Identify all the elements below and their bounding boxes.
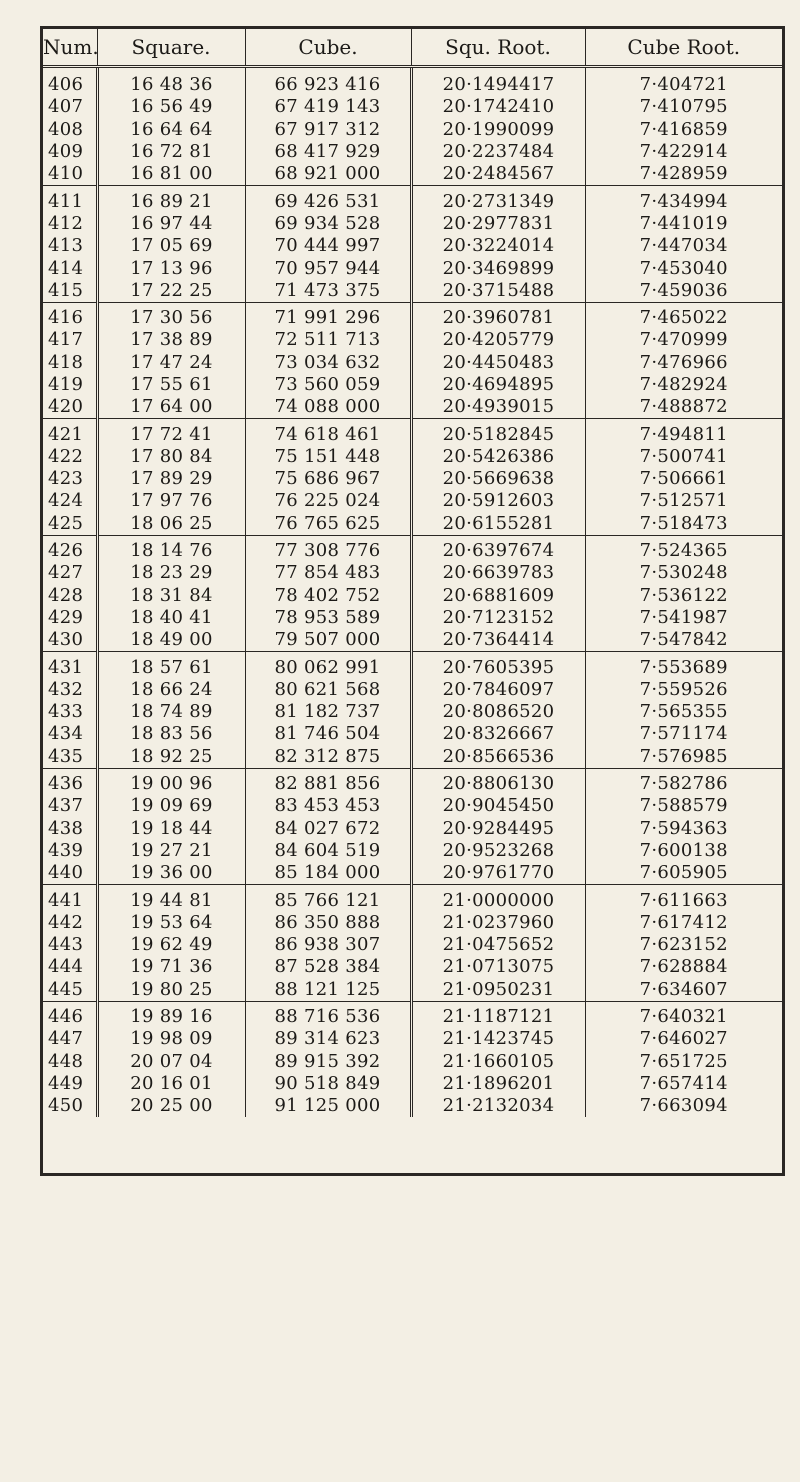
cube-cell: 78 953 589 [245, 607, 411, 629]
cube-root-cell: 7·559526 [639, 678, 728, 700]
cube-cell: 90 518 849 [245, 1073, 411, 1095]
num-cell: 448 [43, 1050, 97, 1072]
num-cell: 437 [43, 795, 97, 817]
squ-root-cell: 20·6881609 [411, 585, 585, 607]
num-cell: 410 [43, 163, 97, 186]
squ-root-cell: 20·9284495 [411, 818, 585, 840]
num-cell: 433 [43, 701, 97, 723]
num-cell: 430 [43, 629, 97, 652]
cube-cell: 68 921 000 [245, 163, 411, 186]
num-cell: 426 [43, 535, 97, 562]
cube-root-cell: 7·565355 [639, 701, 728, 723]
num-cell: 450 [43, 1095, 97, 1117]
cube-cell: 74 088 000 [245, 396, 411, 419]
cube-cell: 76 765 625 [245, 513, 411, 536]
num-cell: 408 [43, 119, 97, 141]
table-row [43, 302, 782, 329]
num-cell: 411 [43, 186, 97, 213]
table [43, 29, 782, 1117]
cube-root-cell: 7·553689 [639, 656, 728, 678]
cube-root-cell: 7·571174 [639, 723, 728, 745]
square-cell: 18 40 41 [97, 607, 245, 629]
cube-root-cell: 7·547842 [585, 629, 782, 652]
square-cell: 18 49 00 [97, 629, 245, 652]
cube-cell: 82 881 856 [245, 768, 411, 795]
table-row [43, 329, 782, 351]
cube-root-cell: 7·518473 [585, 513, 782, 536]
cube-cell: 82 312 875 [245, 746, 411, 769]
squ-root-cell: 21·0237960 [411, 912, 585, 934]
squ-root-cell: 20·2237484 [411, 141, 585, 163]
cube-root-cell: 7·646027 [639, 1028, 728, 1050]
num-cell: 412 [43, 213, 97, 235]
squ-root-cell: 21·1423745 [411, 1028, 585, 1050]
table-row [43, 1073, 782, 1095]
cube-cell: 84 604 519 [245, 840, 411, 862]
squ-root-cell: 20·8326667 [411, 723, 585, 745]
squ-root-cell: 20·8566536 [411, 746, 585, 769]
num-cell: 443 [43, 934, 97, 956]
squ-root-cell: 20·5669638 [411, 468, 585, 490]
squ-root-cell: 20·6397674 [411, 535, 585, 562]
cube-root-cell: 7·600138 [639, 839, 728, 861]
square-cell: 19 00 96 [97, 768, 245, 795]
cube-root-cell: 7·476966 [639, 351, 728, 373]
square-cell: 19 27 21 [97, 840, 245, 862]
num-cell: 438 [43, 818, 97, 840]
square-cell: 20 16 01 [97, 1073, 245, 1095]
header-num: Num. [43, 29, 97, 67]
table-row [43, 795, 782, 817]
squ-root-cell: 20·5182845 [411, 419, 585, 446]
squ-root-cell: 20·3715488 [411, 280, 585, 303]
num-cell: 421 [43, 419, 97, 446]
cube-cell: 86 350 888 [245, 912, 411, 934]
table-row [43, 934, 782, 956]
num-cell: 419 [43, 374, 97, 396]
squ-root-cell: 20·9761770 [411, 862, 585, 885]
table-row [43, 213, 782, 235]
square-cell: 18 23 29 [97, 562, 245, 584]
squ-root-cell: 20·1742410 [411, 96, 585, 118]
num-cell: 441 [43, 885, 97, 912]
cube-cell: 75 686 967 [245, 468, 411, 490]
table-row [43, 1095, 782, 1117]
table-row [43, 374, 782, 396]
cube-root-cell: 7·506661 [639, 468, 728, 490]
cube-cell: 84 027 672 [245, 818, 411, 840]
square-cell: 19 09 69 [97, 795, 245, 817]
table-row [43, 723, 782, 745]
table-row [43, 652, 782, 679]
squ-root-cell: 20·9045450 [411, 795, 585, 817]
num-cell: 425 [43, 513, 97, 536]
square-cell: 18 66 24 [97, 679, 245, 701]
table-row [43, 141, 782, 163]
cube-cell: 85 184 000 [245, 862, 411, 885]
table-row [43, 280, 782, 303]
cube-cell: 69 426 531 [245, 186, 411, 213]
cube-cell: 77 308 776 [245, 535, 411, 562]
squ-root-cell: 20·9523268 [411, 840, 585, 862]
cube-root-cell: 7·459036 [585, 280, 782, 303]
squ-root-cell: 21·2132034 [411, 1095, 585, 1117]
squ-root-cell: 20·3960781 [411, 302, 585, 329]
cube-root-cell: 7·663094 [639, 1095, 728, 1117]
num-cell: 423 [43, 468, 97, 490]
cube-root-cell: 7·482924 [639, 374, 728, 395]
table-row [43, 513, 782, 536]
square-cell: 18 14 76 [97, 535, 245, 562]
squ-root-cell: 21·1187121 [411, 1001, 585, 1028]
square-cell: 18 06 25 [97, 513, 245, 536]
num-cell: 440 [43, 862, 97, 885]
squ-root-cell: 21·0950231 [411, 979, 585, 1002]
num-cell: 406 [43, 67, 97, 97]
squ-root-cell: 20·8086520 [411, 701, 585, 723]
table-row [43, 607, 782, 629]
square-cell: 19 80 25 [97, 979, 245, 1002]
cube-root-cell: 7·594363 [639, 817, 728, 839]
squ-root-cell: 20·1990099 [411, 119, 585, 141]
squ-root-cell: 20·6155281 [411, 513, 585, 536]
cube-cell: 81 182 737 [245, 701, 411, 723]
square-cell: 19 53 64 [97, 912, 245, 934]
num-cell: 432 [43, 679, 97, 701]
square-cell: 17 05 69 [97, 235, 245, 257]
num-cell: 407 [43, 96, 97, 118]
cube-root-cell: 7·512571 [639, 490, 728, 512]
table-row [43, 746, 782, 769]
cube-cell: 89 915 392 [245, 1050, 411, 1072]
cube-root-cell: 7·453040 [639, 257, 728, 279]
table-row [43, 679, 782, 701]
num-cell: 420 [43, 396, 97, 419]
cube-cell: 87 528 384 [245, 956, 411, 978]
cube-root-cell: 7·447034 [639, 235, 728, 257]
cube-cell: 70 444 997 [245, 235, 411, 257]
cube-root-cell: 7·488872 [585, 396, 782, 419]
cube-root-cell: 7·530248 [639, 562, 728, 584]
squ-root-cell: 20·2731349 [411, 186, 585, 213]
cube-cell: 81 746 504 [245, 723, 411, 745]
header-cube-root: Cube Root. [585, 29, 782, 67]
cube-cell: 69 934 528 [245, 213, 411, 235]
num-cell: 427 [43, 562, 97, 584]
header-square: Square. [97, 29, 245, 67]
cube-root-cell: 7·640321 [639, 1006, 728, 1028]
square-cell: 16 56 49 [97, 96, 245, 118]
cube-cell: 91 125 000 [245, 1095, 411, 1117]
num-cell: 418 [43, 352, 97, 374]
table-row [43, 119, 782, 141]
square-cell: 16 89 21 [97, 186, 245, 213]
square-cell: 19 62 49 [97, 934, 245, 956]
square-cell: 17 80 84 [97, 446, 245, 468]
table-row [43, 768, 782, 795]
cube-root-cell: 7·623152 [639, 934, 728, 956]
num-cell: 442 [43, 912, 97, 934]
square-cell: 18 83 56 [97, 723, 245, 745]
squ-root-cell: 20·7123152 [411, 607, 585, 629]
squ-root-cell: 20·6639783 [411, 562, 585, 584]
square-cell: 19 36 00 [97, 862, 245, 885]
square-cell: 20 25 00 [97, 1095, 245, 1117]
square-cell: 17 89 29 [97, 468, 245, 490]
table-row [43, 1001, 782, 1028]
table-row [43, 96, 782, 118]
header-row [43, 29, 782, 67]
cube-root-cell: 7·611663 [639, 889, 728, 911]
cube-root-cell: 7·422914 [639, 141, 728, 163]
num-cell: 416 [43, 302, 97, 329]
table-header [43, 29, 782, 67]
cube-root-cell: 7·536122 [639, 584, 728, 606]
num-cell: 445 [43, 979, 97, 1002]
cube-cell: 80 062 991 [245, 652, 411, 679]
powers-roots-table [40, 26, 785, 1176]
square-cell: 16 97 44 [97, 213, 245, 235]
square-cell: 19 44 81 [97, 885, 245, 912]
squ-root-cell: 20·5912603 [411, 490, 585, 512]
cube-cell: 78 402 752 [245, 585, 411, 607]
num-cell: 415 [43, 280, 97, 303]
cube-cell: 74 618 461 [245, 419, 411, 446]
table-row [43, 979, 782, 1002]
squ-root-cell: 20·7605395 [411, 652, 585, 679]
square-cell: 18 57 61 [97, 652, 245, 679]
cube-root-cell: 7·524365 [639, 540, 728, 562]
cube-root-cell: 7·441019 [639, 212, 728, 234]
header-cube: Cube. [245, 29, 411, 67]
cube-cell: 66 923 416 [245, 67, 411, 97]
cube-cell: 71 473 375 [245, 280, 411, 303]
squ-root-cell: 20·4939015 [411, 396, 585, 419]
num-cell: 447 [43, 1028, 97, 1050]
squ-root-cell: 20·8806130 [411, 768, 585, 795]
square-cell: 16 72 81 [97, 141, 245, 163]
cube-root-cell: 7·651725 [639, 1050, 728, 1072]
square-cell: 17 72 41 [97, 419, 245, 446]
cube-cell: 68 417 929 [245, 141, 411, 163]
square-cell: 17 13 96 [97, 257, 245, 279]
table-row [43, 352, 782, 374]
squ-root-cell: 20·7364414 [411, 629, 585, 652]
square-cell: 17 22 25 [97, 280, 245, 303]
num-cell: 422 [43, 446, 97, 468]
squ-root-cell: 21·0000000 [411, 885, 585, 912]
cube-root-cell: 7·500741 [639, 445, 728, 467]
num-cell: 436 [43, 768, 97, 795]
cube-cell: 83 453 453 [245, 795, 411, 817]
table-row [43, 257, 782, 279]
table-row [43, 862, 782, 885]
squ-root-cell: 21·0713075 [411, 956, 585, 978]
cube-cell: 71 991 296 [245, 302, 411, 329]
square-cell: 16 64 64 [97, 119, 245, 141]
square-cell: 20 07 04 [97, 1050, 245, 1072]
squ-root-cell: 20·2484567 [411, 163, 585, 186]
cube-cell: 73 034 632 [245, 352, 411, 374]
square-cell: 17 97 76 [97, 490, 245, 512]
table-row [43, 490, 782, 512]
square-cell: 17 30 56 [97, 302, 245, 329]
square-cell: 16 81 00 [97, 163, 245, 186]
table-row [43, 446, 782, 468]
cube-root-cell: 7·410795 [639, 96, 728, 118]
table-row [43, 235, 782, 257]
table-row [43, 885, 782, 912]
squ-root-cell: 20·4694895 [411, 374, 585, 396]
cube-cell: 76 225 024 [245, 490, 411, 512]
square-cell: 17 55 61 [97, 374, 245, 396]
squ-root-cell: 20·2977831 [411, 213, 585, 235]
cube-root-cell: 7·588579 [639, 795, 728, 817]
table-row [43, 1050, 782, 1072]
cube-cell: 75 151 448 [245, 446, 411, 468]
cube-root-cell: 7·434994 [639, 190, 728, 212]
cube-cell: 85 766 121 [245, 885, 411, 912]
table-row [43, 701, 782, 723]
cube-root-cell: 7·617412 [639, 911, 728, 933]
header-squ-root: Squ. Root. [411, 29, 585, 67]
num-cell: 413 [43, 235, 97, 257]
squ-root-cell: 20·1494417 [411, 67, 585, 97]
table-row [43, 1028, 782, 1050]
table-row [43, 419, 782, 446]
table-row [43, 585, 782, 607]
cube-cell: 77 854 483 [245, 562, 411, 584]
square-cell: 18 74 89 [97, 701, 245, 723]
cube-root-cell: 7·465022 [639, 307, 728, 329]
table-row [43, 163, 782, 186]
cube-root-cell: 7·541987 [639, 606, 728, 628]
squ-root-cell: 20·4450483 [411, 352, 585, 374]
num-cell: 431 [43, 652, 97, 679]
table-row [43, 396, 782, 419]
cube-cell: 88 121 125 [245, 979, 411, 1002]
cube-cell: 72 511 713 [245, 329, 411, 351]
table-row [43, 67, 782, 97]
square-cell: 19 98 09 [97, 1028, 245, 1050]
table-row [43, 912, 782, 934]
cube-root-cell: 7·428959 [585, 163, 782, 186]
cube-root-cell: 7·470999 [639, 329, 728, 351]
table-body [43, 67, 782, 1118]
num-cell: 429 [43, 607, 97, 629]
cube-cell: 70 957 944 [245, 257, 411, 279]
square-cell: 19 89 16 [97, 1001, 245, 1028]
cube-root-cell: 7·494811 [639, 423, 728, 445]
cube-root-cell: 7·657414 [639, 1072, 728, 1094]
cube-cell: 89 314 623 [245, 1028, 411, 1050]
num-cell: 409 [43, 141, 97, 163]
table-row [43, 818, 782, 840]
table-row [43, 629, 782, 652]
cube-root-cell: 7·416859 [639, 118, 728, 140]
num-cell: 444 [43, 956, 97, 978]
square-cell: 18 92 25 [97, 746, 245, 769]
cube-root-cell: 7·582786 [639, 773, 728, 795]
num-cell: 434 [43, 723, 97, 745]
cube-root-cell: 7·634607 [585, 979, 782, 1002]
cube-cell: 67 419 143 [245, 96, 411, 118]
squ-root-cell: 20·3224014 [411, 235, 585, 257]
square-cell: 17 38 89 [97, 329, 245, 351]
square-cell: 18 31 84 [97, 585, 245, 607]
squ-root-cell: 21·1660105 [411, 1050, 585, 1072]
table-row [43, 562, 782, 584]
cube-cell: 67 917 312 [245, 119, 411, 141]
square-cell: 19 18 44 [97, 818, 245, 840]
table-row [43, 186, 782, 213]
square-cell: 17 64 00 [97, 396, 245, 419]
cube-cell: 73 560 059 [245, 374, 411, 396]
cube-cell: 88 716 536 [245, 1001, 411, 1028]
cube-root-cell: 7·605905 [585, 862, 782, 885]
num-cell: 414 [43, 257, 97, 279]
squ-root-cell: 20·4205779 [411, 329, 585, 351]
cube-cell: 86 938 307 [245, 934, 411, 956]
table-row [43, 956, 782, 978]
cube-root-cell: 7·404721 [639, 74, 728, 96]
num-cell: 428 [43, 585, 97, 607]
squ-root-cell: 21·1896201 [411, 1073, 585, 1095]
squ-root-cell: 21·0475652 [411, 934, 585, 956]
square-cell: 19 71 36 [97, 956, 245, 978]
num-cell: 435 [43, 746, 97, 769]
num-cell: 424 [43, 490, 97, 512]
cube-root-cell: 7·576985 [585, 746, 782, 769]
square-cell: 17 47 24 [97, 352, 245, 374]
squ-root-cell: 20·3469899 [411, 257, 585, 279]
num-cell: 417 [43, 329, 97, 351]
num-cell: 446 [43, 1001, 97, 1028]
cube-cell: 80 621 568 [245, 679, 411, 701]
table-row [43, 468, 782, 490]
num-cell: 449 [43, 1073, 97, 1095]
cube-cell: 79 507 000 [245, 629, 411, 652]
num-cell: 439 [43, 840, 97, 862]
squ-root-cell: 20·5426386 [411, 446, 585, 468]
square-cell: 16 48 36 [97, 67, 245, 97]
squ-root-cell: 20·7846097 [411, 679, 585, 701]
table-row [43, 535, 782, 562]
cube-root-cell: 7·628884 [639, 956, 728, 978]
table-row [43, 840, 782, 862]
